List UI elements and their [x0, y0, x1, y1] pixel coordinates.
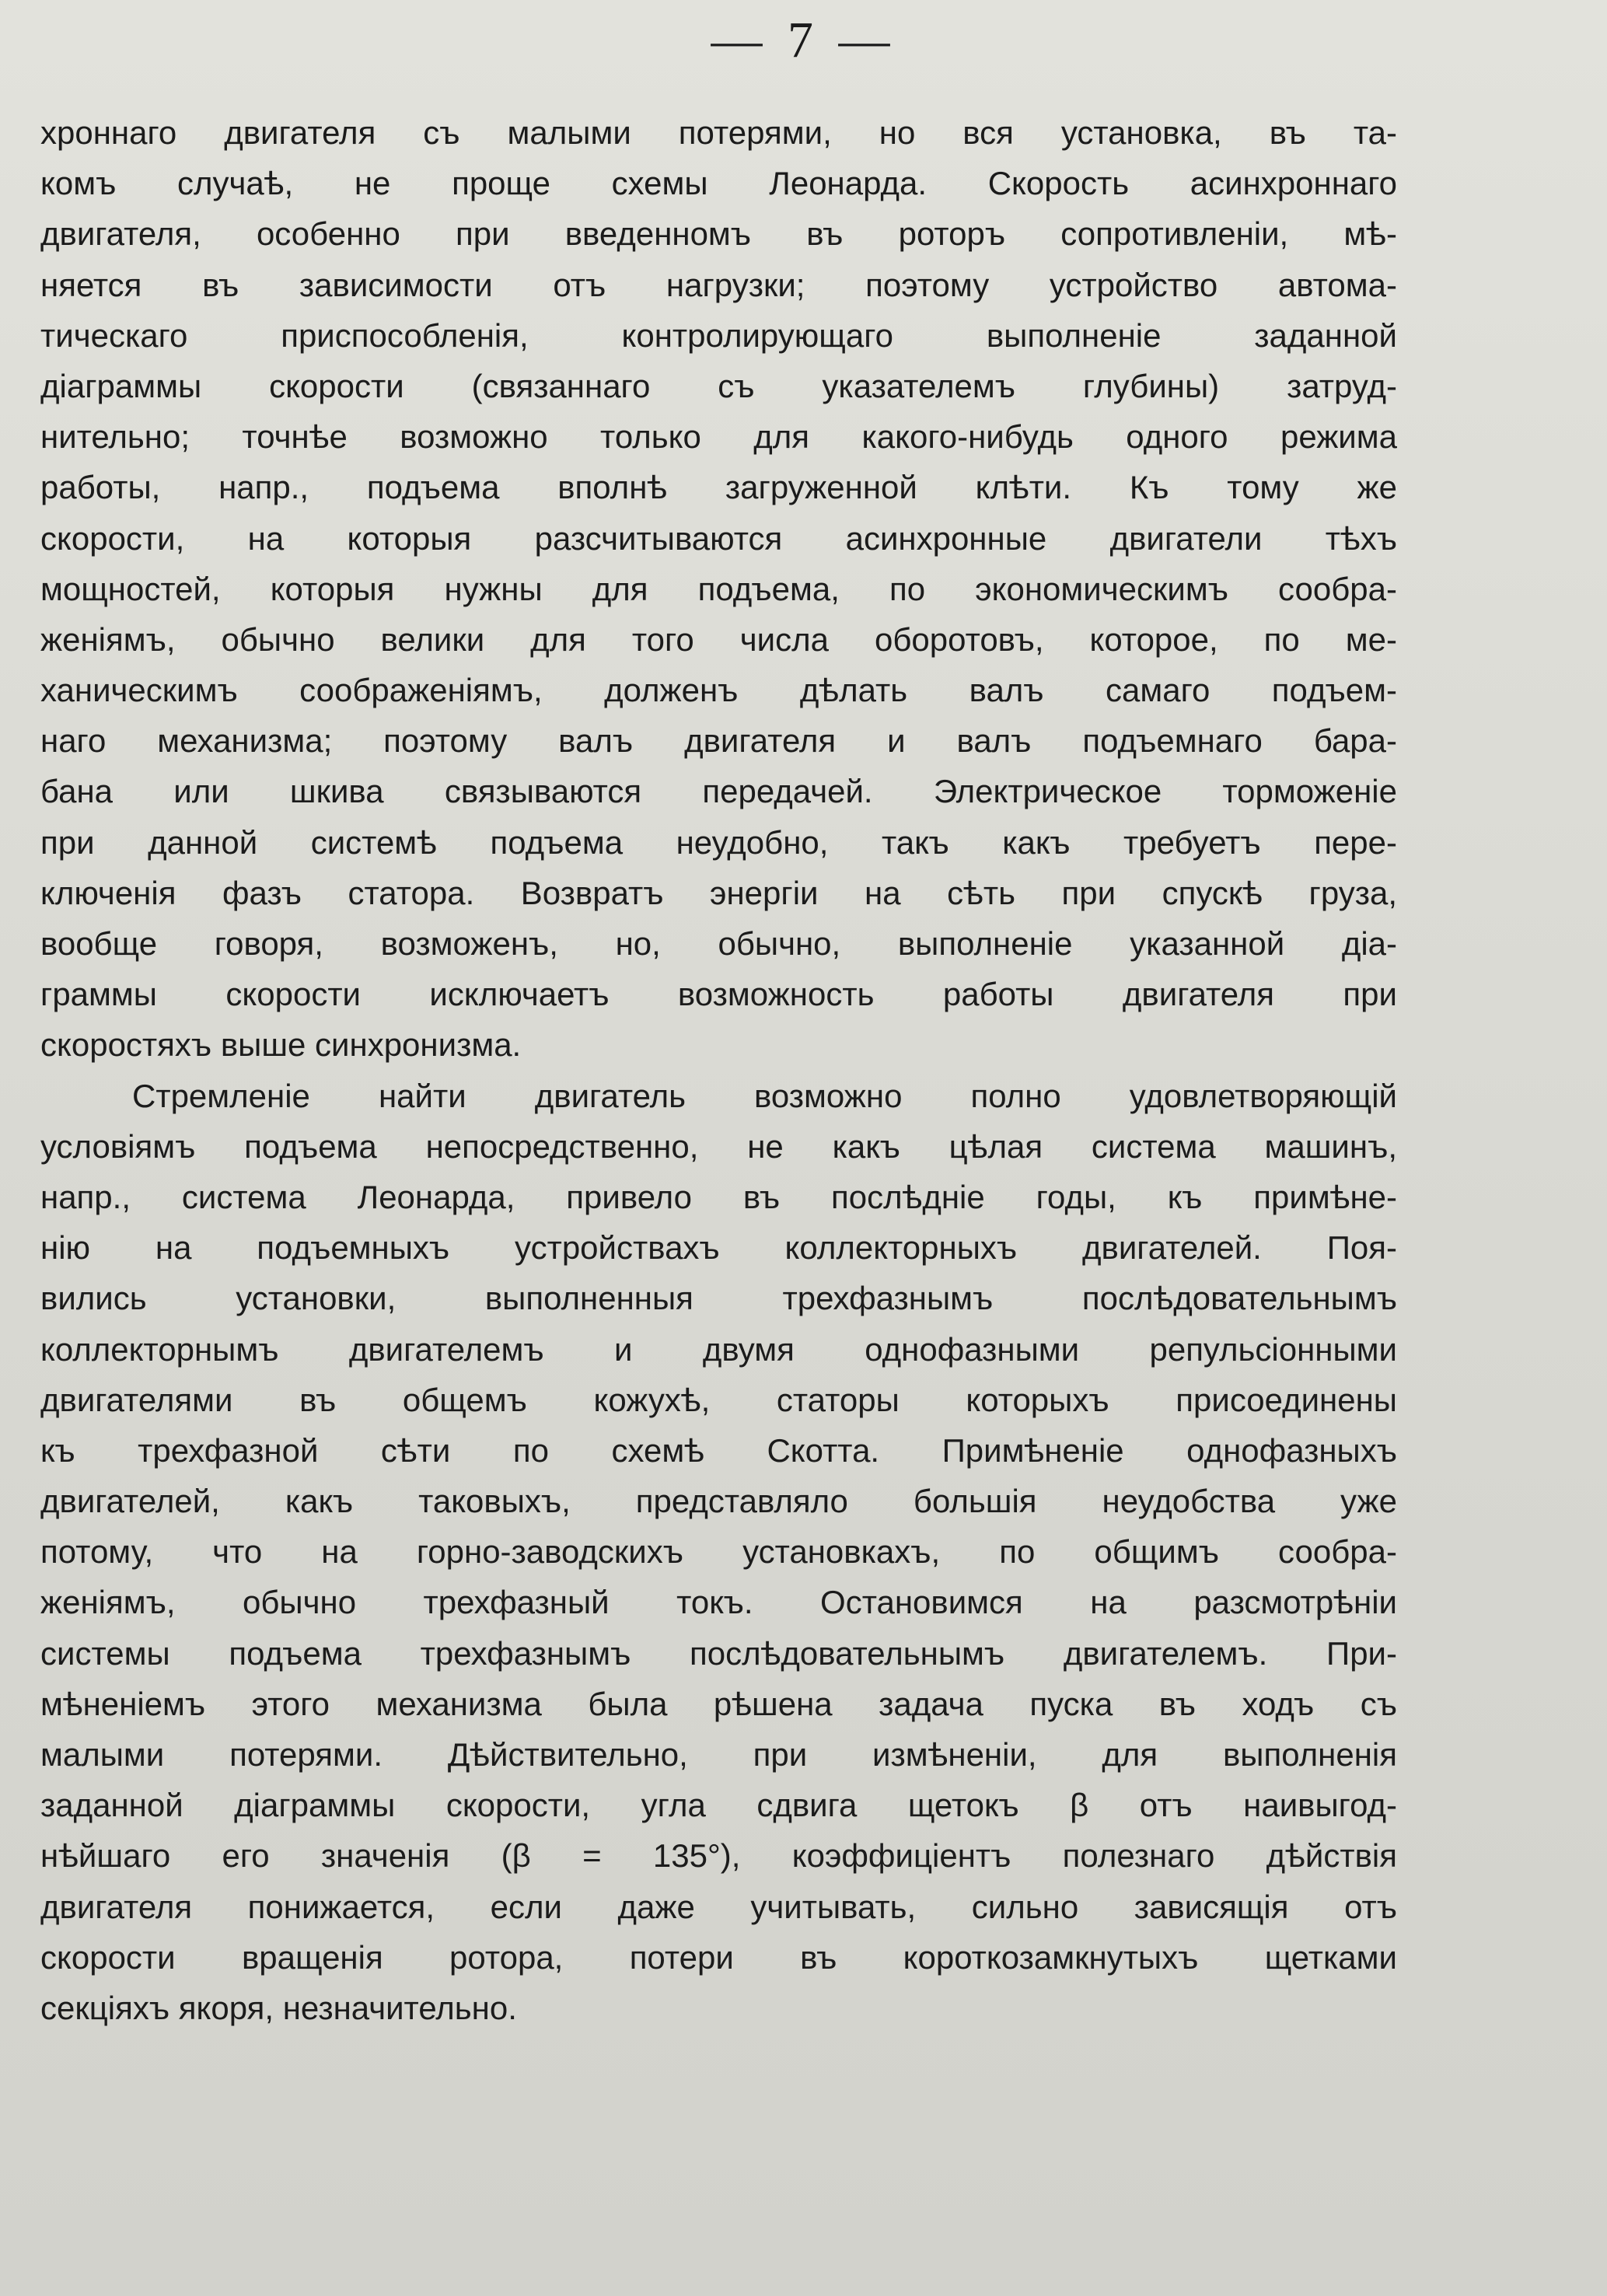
text-line: напр., система Леонарда, привело въ послѣдніе годы, къ примѣне- [40, 1178, 1397, 1215]
text-line: нительно; точнѣе возможно только для какого-нибудь одного режима [40, 418, 1397, 456]
text-line: двигателя, особенно при введенномъ въ роторъ сопротивленіи, мѣ- [40, 215, 1397, 253]
text-line: комъ случаѣ, не проще схемы Леонарда. Скорость асинхроннаго [40, 165, 1397, 202]
text-line: тическаго приспособленія, контролирующаго выполненіе заданной [40, 316, 1397, 354]
text-line: мощностей, которыя нужны для подъема, по экономическимъ сообра- [40, 570, 1397, 607]
text-line: заданной діаграммы скорости, угла сдвига щетокъ β отъ наивыгод- [40, 1787, 1397, 1824]
text-line: хроннаго двигателя съ малыми потерями, но вся установка, въ та- [40, 114, 1397, 151]
text-line: двигателя понижается, если даже учитывать, сильно зависящія отъ [40, 1888, 1397, 1925]
text-line: потому, что на горно-заводскихъ установкахъ, по общимъ сообра- [40, 1533, 1397, 1571]
text-line: коллекторнымъ двигателемъ и двумя однофазными репульсіонными [40, 1330, 1397, 1368]
text-line: двигателей, какъ таковыхъ, представляло большія неудобства уже [40, 1483, 1397, 1520]
text-line: вились установки, выполненныя трехфазнымъ послѣдовательнымъ [40, 1280, 1397, 1317]
text-line: при данной системѣ подъема неудобно, такъ какъ требуетъ пере- [40, 823, 1397, 861]
text-body [40, 107, 1397, 2033]
text-line: секціяхъ якоря, незначительно. [40, 1989, 517, 2026]
text-line: бана или шкива связываются передачей. Электрическое торможеніе [40, 773, 1397, 810]
text-line: женіямъ, обычно трехфазный токъ. Остановимся на разсмотрѣніи [40, 1584, 1397, 1621]
text-line: нію на подъемныхъ устройствахъ коллекторныхъ двигателей. Поя- [40, 1229, 1397, 1267]
text-line: скорости вращенія ротора, потери въ короткозамкнутыхъ щетками [40, 1938, 1397, 1976]
paragraph [40, 1071, 1397, 2034]
text-line: малыми потерями. Дѣйствительно, при измѣненіи, для выполненія [40, 1736, 1397, 1773]
text-line: няется въ зависимости отъ нагрузки; поэтому устройство автома- [40, 266, 1397, 303]
text-line: ханическимъ соображеніямъ, долженъ дѣлать валъ самаго подъем- [40, 672, 1397, 709]
text-line: вообще говоря, возможенъ, но, обычно, выполненіе указанной діа- [40, 925, 1397, 962]
text-line: къ трехфазной сѣти по схемѣ Скотта. Примѣненіе однофазныхъ [40, 1431, 1397, 1469]
text-line: мѣненіемъ этого механизма была рѣшена задача пуска въ ходъ съ [40, 1685, 1397, 1722]
page-number: — 7 — [711, 12, 896, 68]
text-line: женіямъ, обычно велики для того числа оборотовъ, которое, по ме- [40, 620, 1397, 658]
text-line: нѣйшаго его значенія (β = 135°), коэффиціентъ полезнаго дѣйствія [40, 1837, 1397, 1875]
text-line: двигателями въ общемъ кожухѣ, статоры которыхъ присоединены [40, 1381, 1397, 1418]
text-line: работы, напр., подъема вполнѣ загруженной клѣти. Къ тому же [40, 469, 1397, 506]
text-line: Стремленіе найти двигатель возможно полно удовлетворяющій [132, 1077, 1397, 1114]
text-line: граммы скорости исключаетъ возможность работы двигателя при [40, 976, 1397, 1013]
paragraph [40, 107, 1397, 1071]
text-line: наго механизма; поэтому валъ двигателя и валъ подъемнаго бара- [40, 722, 1397, 760]
text-line: скоростяхъ выше синхронизма. [40, 1026, 522, 1064]
text-line: діаграммы скорости (связаннаго съ указателемъ глубины) затруд- [40, 367, 1397, 404]
text-line: ключенія фазъ статора. Возвратъ энергіи на сѣть при спускѣ груза, [40, 874, 1397, 911]
text-line: условіямъ подъема непосредственно, не какъ цѣлая система машинъ, [40, 1127, 1397, 1165]
text-line: системы подъема трехфазнымъ послѣдовательнымъ двигателемъ. При- [40, 1634, 1397, 1672]
text-line: скорости, на которыя разсчитываются асинхронные двигатели тѣхъ [40, 519, 1397, 557]
